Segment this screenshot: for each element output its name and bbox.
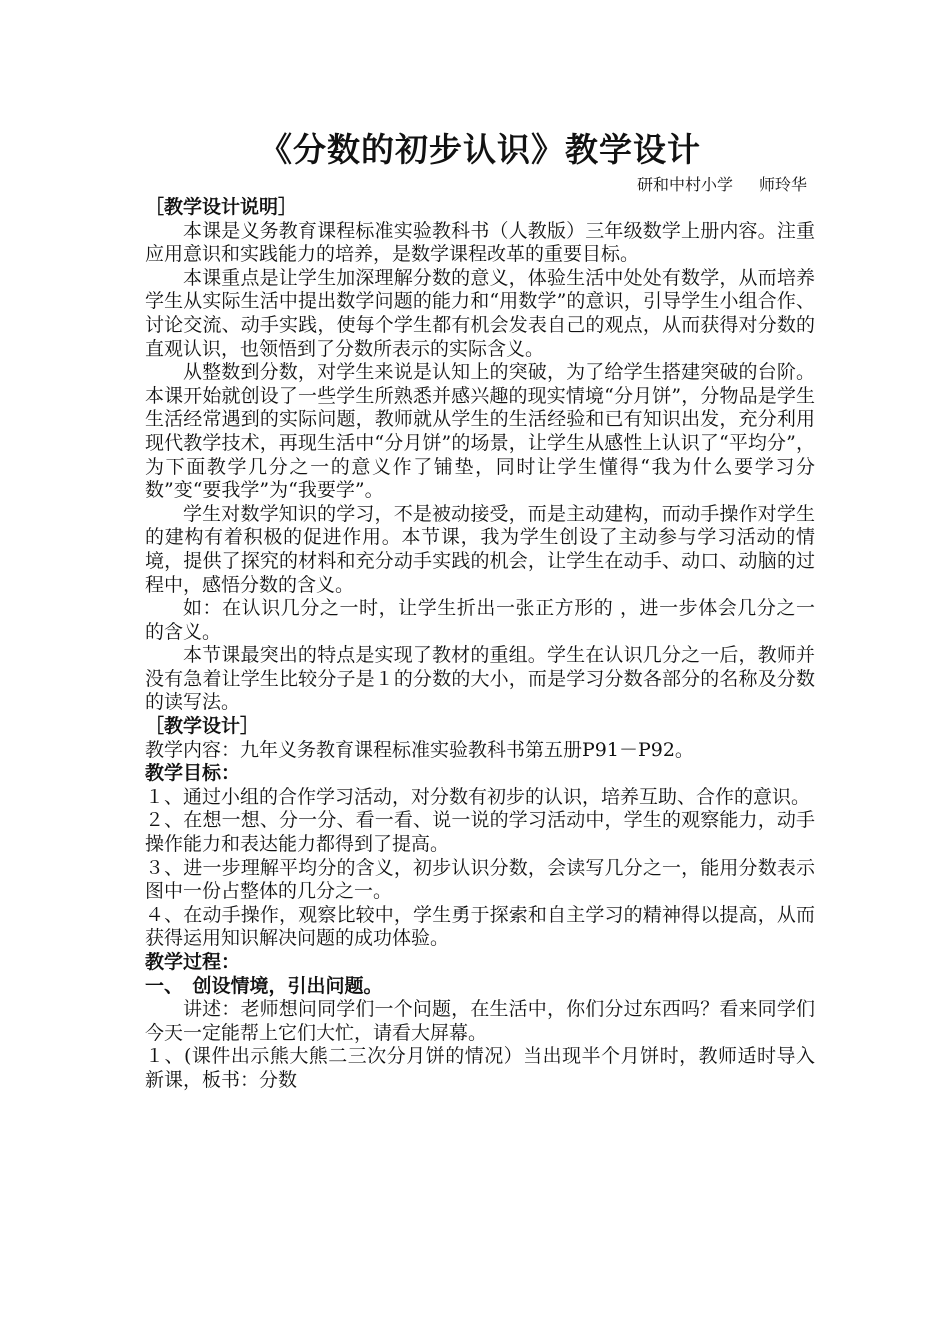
document-page (145, 128, 815, 1093)
author-name: 师玲华 (758, 175, 807, 194)
author-line (145, 174, 807, 196)
paragraph-explain-5: 如：在认识几分之一时，让学生折出一张正方形的 ，进一步体会几分之一的含义。 (145, 597, 815, 643)
step1-item-1: １、(课件出示熊大熊二三次分月饼的情况）当出现半个月饼时，教师适时导入新课，板书：分数 (145, 1045, 815, 1091)
section-heading-explain: ［教学设计说明］ (145, 196, 298, 218)
goal-item-4: ４、在动手操作，观察比较中，学生勇于探索和自主学习的精神得以提高，从而获得运用知识解决问题的成功体验。 (145, 903, 815, 950)
paragraph-explain-1: 本课是义务教育课程标准实验教科书（人教版）三年级数学上册内容。注重应用意识和实践能力的培养，是数学课程改革的重要目标。 (145, 219, 815, 266)
goal-item-3: ３、进一步理解平均分的含义，初步认识分数，会读写几分之一，能用分数表示图中一份占整体的几分之一。 (145, 856, 815, 903)
section-heading-design: ［教学设计］ (145, 715, 260, 738)
paragraph-explain-3: 从整数到分数，对学生来说是认知上的突破，为了给学生搭建突破的台阶。本课开始就创设了一些学生所熟悉并感兴趣的现实情境“分月饼”，分物品是学生生活经常遇到的实际问题，教师就从学生的生活经验和已有知识出发，充分利用现代教学技术，再现生活中“分月饼”的场景，让学生从感性上认识了“平均分”，为下面教学几分之一的意义作了铺垫，同时让学生懂得“我为什么要学习分数”变“要我学”为“我要学”。 (145, 361, 815, 502)
goals-heading: 教学目标： (145, 762, 241, 785)
paragraph-explain-6: 本节课最突出的特点是实现了教材的重组。学生在认识几分之一后，教师并没有急着让学生比较分子是１的分数的大小，而是学习分数各部分的名称及分数的读写法。 (145, 644, 815, 714)
paragraph-explain-2: 本课重点是让学生加深理解分数的意义，体验生活中处处有数学，从而培养学生从实际生活中提出数学问题的能力和“用数学”的意识，引导学生小组合作、讨论交流、动手实践，使每个学生都有机会发表自己的观点，从而获得对分数的直观认识，也领悟到了分数所表示的实际含义。 (145, 266, 815, 360)
goal-item-2: ２、在想一想、分一分、看一看、说一说的学习活动中，学生的观察能力，动手操作能力和表达能力都得到了提高。 (145, 809, 815, 856)
document-title: 《分数的初步认识》教学设计 (259, 130, 701, 169)
step1-paragraph: 讲述：老师想问同学们一个问题，在生活中，你们分过东西吗？看来同学们今天一定能帮上它们大忙，请看大屏幕。 (145, 998, 815, 1044)
step1-heading: 一、 创设情境，引出问题。 (145, 974, 383, 997)
process-heading: 教学过程： (145, 951, 241, 973)
teaching-content-line: 教学内容：九年义务教育课程标准实验教科书第五册P91－P92。 (145, 738, 694, 761)
goal-item-1: １、通过小组的合作学习活动，对分数有初步的认识，培养互助、合作的意识。 (145, 785, 811, 808)
paragraph-explain-4: 学生对数学知识的学习，不是被动接受，而是主动建构，而动手操作对学生的建构有着积极的促进作用。本节课，我为学生创设了主动参与学习活动的情境，提供了探究的材料和充分动手实践的机会，让学生在动手、动口、动脑的过程中，感悟分数的含义。 (145, 502, 815, 596)
author-school: 研和中村小学 (636, 175, 733, 194)
